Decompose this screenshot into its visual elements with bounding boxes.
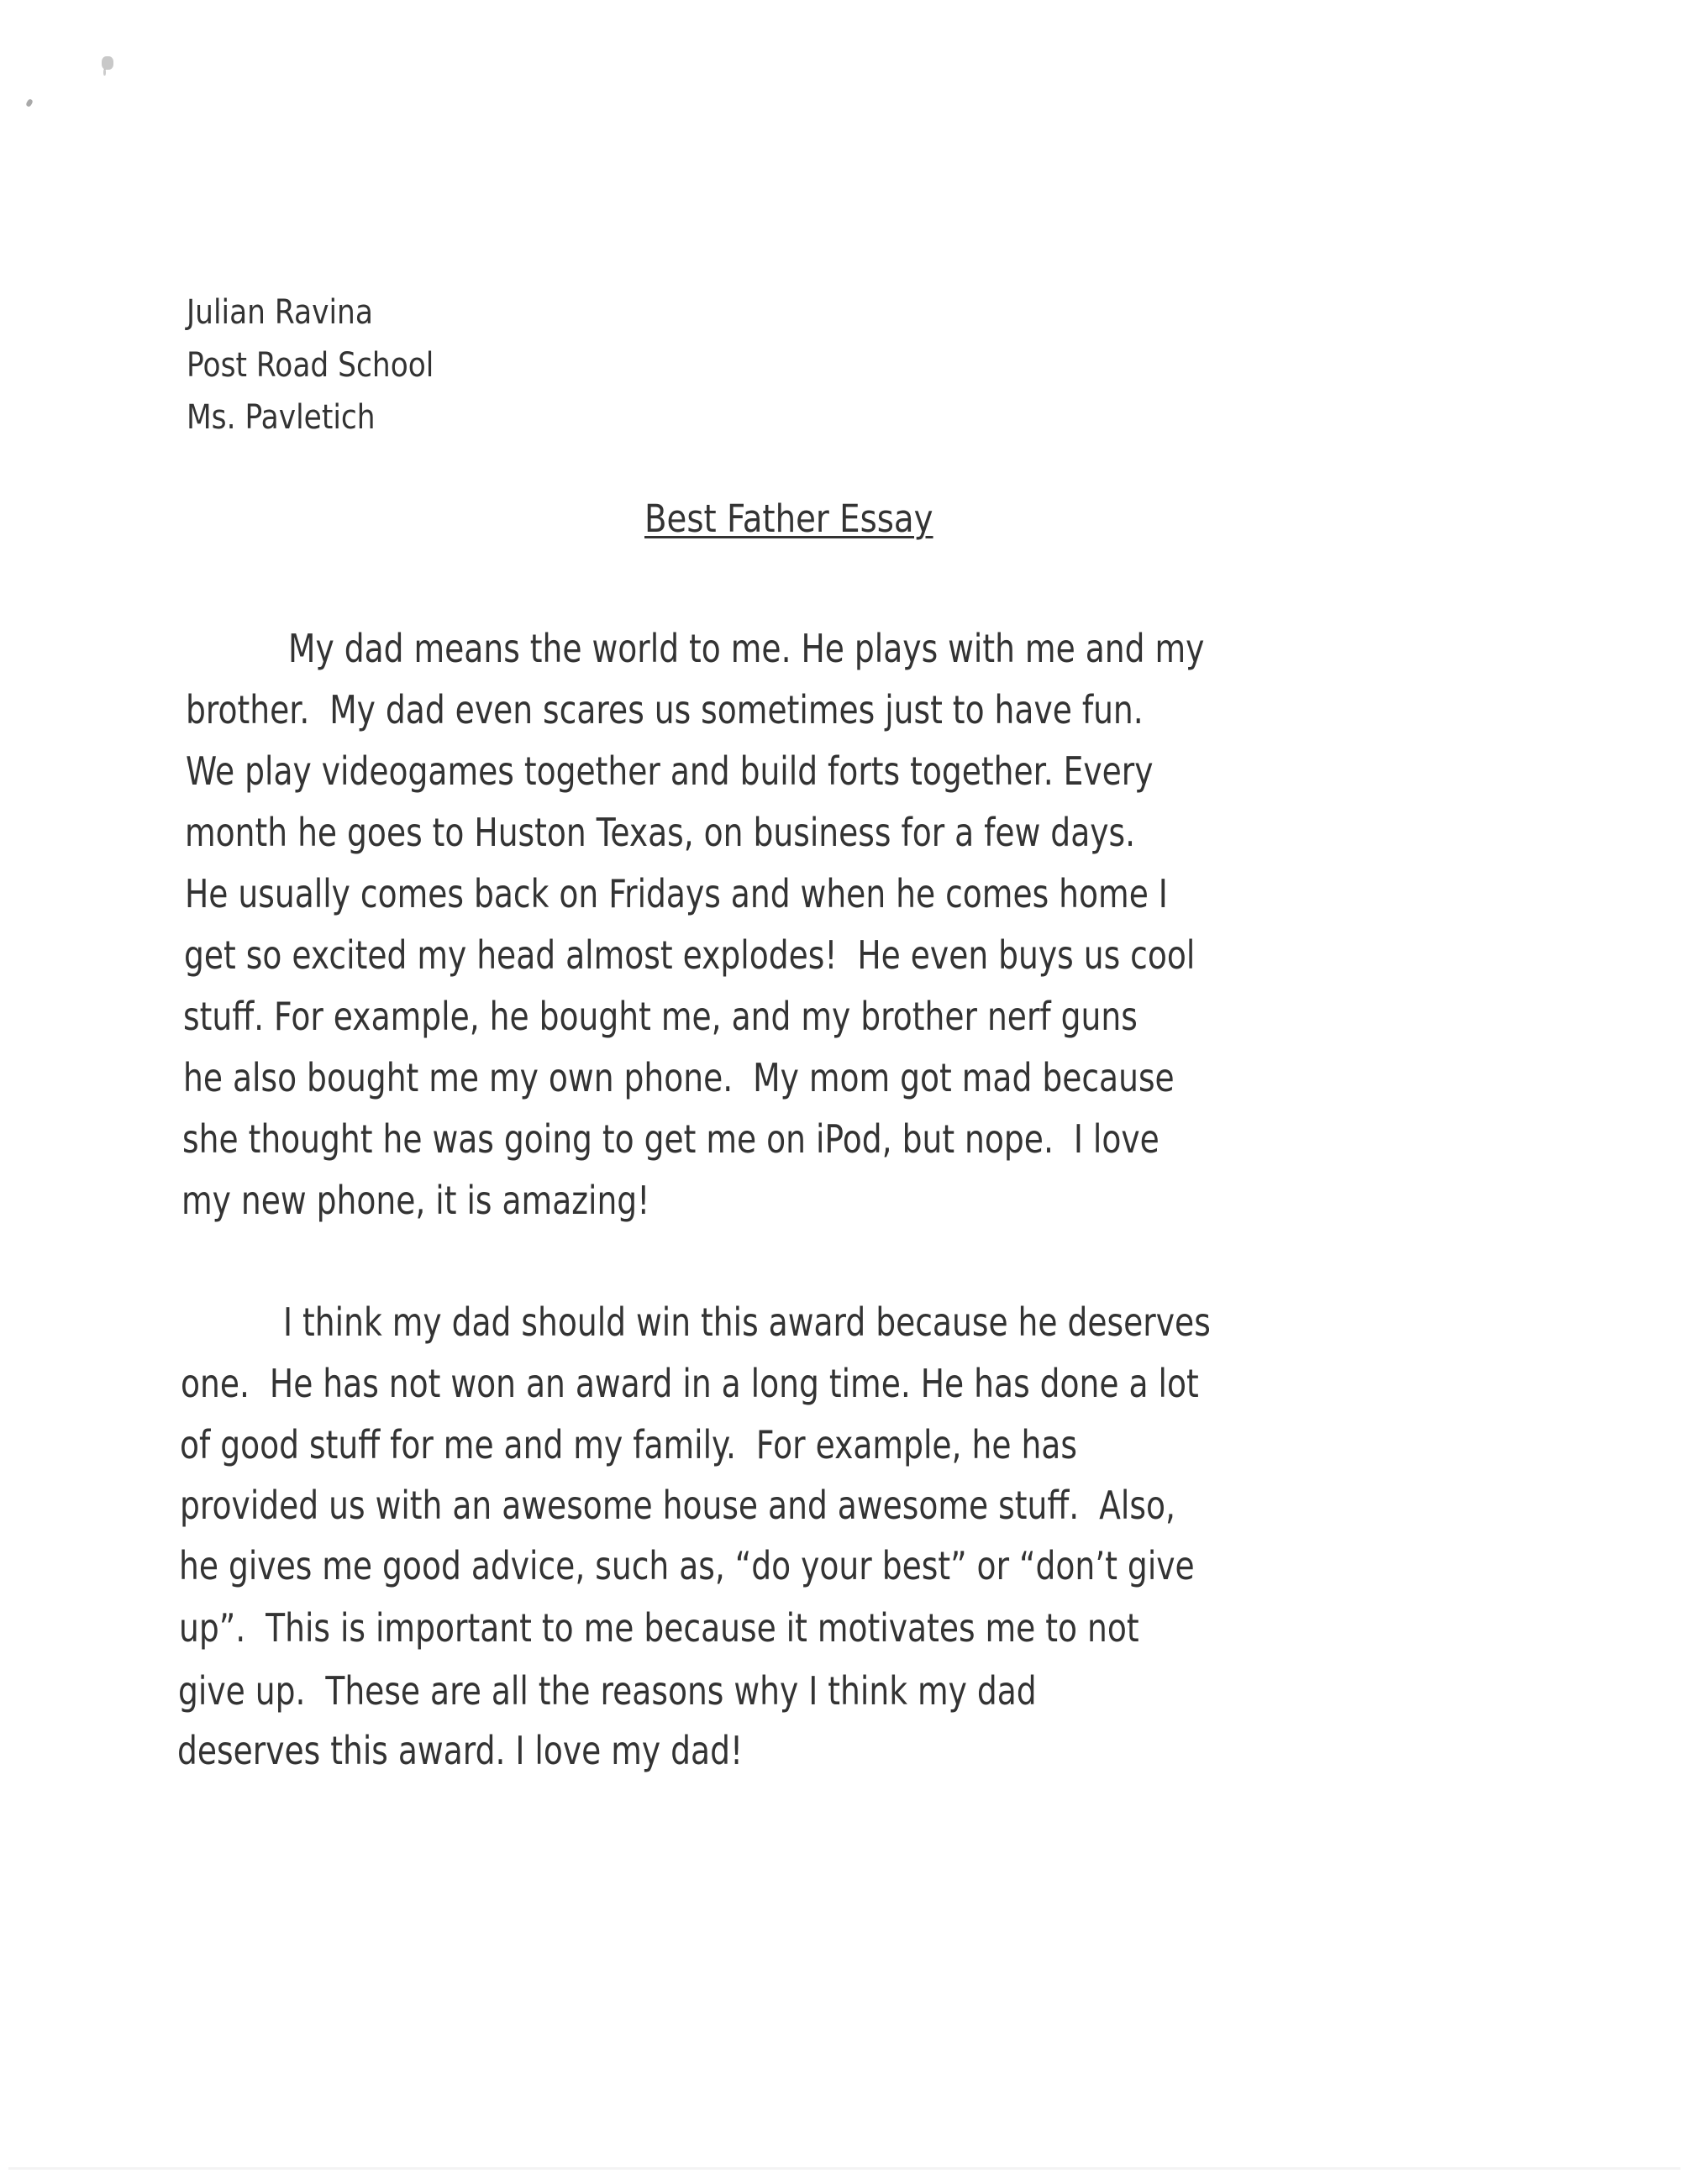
paragraph-line: He usually comes back on Fridays and when he comes home I [185, 871, 1168, 916]
paragraph-line: give up. These are all the reasons why I think my dad [178, 1668, 1037, 1714]
paragraph-line: provided us with an awesome house and awesome stuff. Also, [180, 1483, 1175, 1528]
paragraph-line: he gives me good advice, such as, “do your best” or “don’t give [179, 1543, 1195, 1588]
paragraph-line: My dad means the world to me. He plays with me and my [288, 626, 1205, 671]
paragraph-line: stuff. For example, he bought me, and my brother nerf guns [183, 994, 1138, 1039]
paragraph-line: up”. This is important to me because it motivates me to not [179, 1605, 1139, 1651]
scan-artifact-line [8, 2167, 1680, 2170]
scan-speck [102, 56, 113, 70]
scan-speck [103, 69, 106, 76]
teacher-name: Ms. Pavletich [187, 398, 376, 437]
paragraph-line: my new phone, it is amazing! [181, 1178, 650, 1223]
paragraph-line: get so excited my head almost explodes! He even buys us cool [184, 932, 1196, 978]
school-name: Post Road School [187, 346, 434, 385]
paragraph-line: he also bought me my own phone. My mom got mad because [183, 1055, 1175, 1100]
author-name: Julian Ravina [187, 293, 373, 332]
paragraph-line: deserves this award. I love my dad! [177, 1728, 744, 1773]
paragraph-line: brother. My dad even scares us sometimes just to have fun. [186, 687, 1144, 732]
essay-title: Best Father Essay [644, 496, 933, 541]
paragraph-line: We play videogames together and build forts together. Every [186, 748, 1154, 794]
paragraph-line: month he goes to Huston Texas, on business for a few days. [185, 810, 1136, 855]
paragraph-line: of good stuff for me and my family. For example, he has [180, 1422, 1077, 1467]
scan-speck [25, 98, 34, 108]
paragraph-line: I think my dad should win this award because he deserves [283, 1299, 1211, 1345]
paragraph-line: she thought he was going to get me on iPod, but nope. I love [182, 1116, 1160, 1162]
paragraph-line: one. He has not won an award in a long time. He has done a lot [181, 1361, 1199, 1406]
